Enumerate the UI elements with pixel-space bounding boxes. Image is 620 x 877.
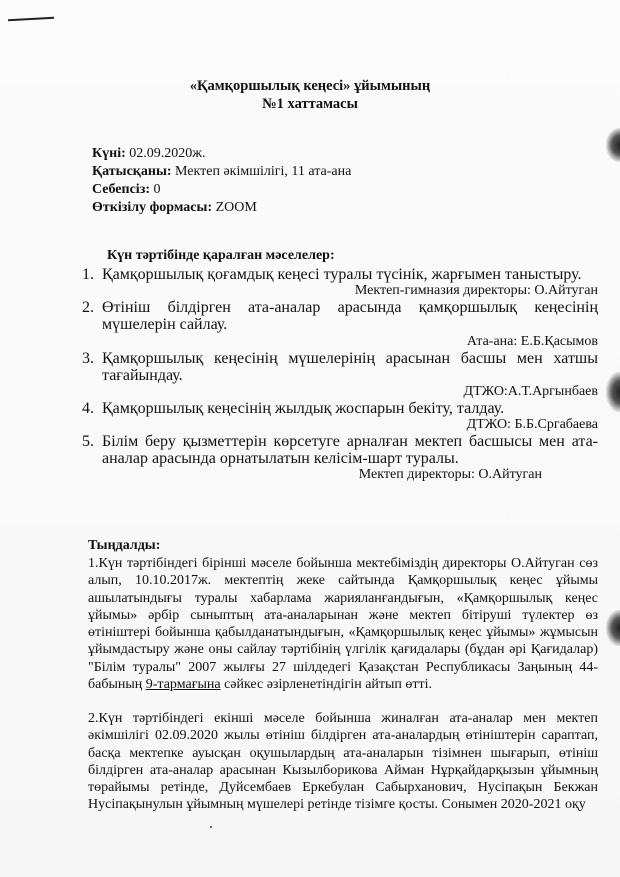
- meta-absent: [92, 182, 160, 198]
- scan-smudge: [606, 372, 620, 412]
- scan-artifact-line: [8, 17, 54, 21]
- meta-label: Себепсіз:: [92, 182, 150, 197]
- meta-format: [92, 200, 257, 216]
- agenda-text: Білім беру қызметтерін көрсетуге арналған мектеп басшысы мен ата-аналар арасында орнатылатын келісім-шарт туралы.: [102, 433, 598, 467]
- agenda-responsible: Мектеп-гимназия директоры: О.Айтуган: [354, 283, 598, 298]
- agenda-item: [82, 299, 598, 333]
- meta-value: Мектеп әкімшілігі, 11 ата-ана: [171, 164, 352, 179]
- agenda-responsible: Ата-ана: Е.Б.Қасымов: [466, 334, 598, 349]
- meta-attendees: [92, 164, 351, 180]
- meta-value: 0: [149, 182, 161, 197]
- meta-value: 02.09.2020ж.: [125, 146, 206, 161]
- agenda-item: [82, 433, 598, 467]
- agenda-number: 4.: [82, 400, 94, 417]
- meta-date: [92, 146, 205, 162]
- agenda-number: 1.: [82, 266, 94, 283]
- agenda-item: [82, 266, 598, 283]
- meta-label: Күні:: [92, 146, 126, 161]
- agenda-item: [82, 350, 598, 384]
- scan-smudge: [606, 610, 620, 646]
- document-number: №1 хаттамасы: [262, 96, 358, 112]
- agenda-number: 5.: [82, 433, 94, 450]
- meta-value: ZOOM: [212, 200, 257, 215]
- paragraph-1: [88, 555, 598, 693]
- agenda-number: 2.: [82, 299, 94, 316]
- agenda-responsible: Мектеп директоры: О.Айтуган: [358, 467, 542, 482]
- agenda-text: Қамқоршылық кеңесінің мүшелерінің арасынан басшы мен хатшы тағайындау.: [102, 350, 598, 384]
- paragraph-2: 2.Күн тәртібіндегі екінші мәселе бойынша жиналған ата-аналар мен мектеп әкімшілігі 02.09.2020 жылы өтініш білдірген ата-аналардың өтініштерін сараптап, басқа мектепке ауысқан оқушылардың ата-аналарын тізімнен шығарып, өтініш білдірген ата-аналар арасынан Кызылборикова Айман Нұрқайдарқызын ұйымның төрайымы ретінде, Дуйсембаев Еркебулан Сабырханович, Нусіпақын Бекжан Нусіпақынулын ұйымның мүшелері ретінде тізімге қосты. Сонымен 2020-2021 оқу: [88, 711, 598, 813]
- agenda-heading: Күн тәртібінде қаралған мәселелер:: [107, 248, 335, 263]
- scan-smudge: [606, 128, 620, 162]
- agenda-text: Қамқоршылық кеңесінің жылдық жоспарын бекіту, талдау.: [102, 400, 505, 417]
- agenda-item: [82, 400, 598, 417]
- meta-label: Қатысқаны:: [92, 164, 172, 179]
- agenda-text: Қамқоршылық қоғамдық кеңесі туралы түсінік, жарғымен таныстыру.: [102, 266, 582, 283]
- paragraph-1-text: 1.Күн тәртібіндегі бірінші мәселе бойынша мектебіміздің директоры О.Айтуган сөз алып, 10.10.2017ж. мектептің жеке сайтында Қамқоршылық кеңес ұйымы ашылатындығы туралы хабарлама жарияланғандығын, «Қамқоршылық кеңес ұйымы» әрбір сыныптың ата-аналарынан және мектеп бітіруші түлектер өз өтініштері бойынша қабылданатындығын, «Қамқоршылық кеңес ұйымы» жұмысын ұйымдастыру және оны сайлау тәртібінің үлгілік қағидалары (бұдан әрі Қағидалар) "Білім туралы" 2007 жылғы 27 шілдедегі Қазақстан Республикасы Заңының 44-бабының: [88, 556, 598, 693]
- agenda-responsible: ДТЖО:А.Т.Аргынбаев: [463, 384, 598, 399]
- paragraph-1-ending: сәйкес әзірленетіндігін айтып өтті.: [220, 677, 433, 693]
- scan-dot: [210, 826, 212, 828]
- law-article-reference: 9-тармағына: [145, 677, 221, 693]
- agenda-number: 3.: [82, 350, 94, 367]
- heard-heading: Тыңдалды:: [88, 538, 161, 553]
- meta-label: Өткізілу формасы:: [92, 200, 213, 215]
- agenda-text: Өтініш білдірген ата-аналар арасында қамқоршылық кеңесінің мүшелерін сайлау.: [102, 299, 598, 333]
- agenda-responsible: ДТЖО: Б.Б.Сргабаева: [466, 417, 598, 432]
- document-title: «Қамқоршылық кеңесі» ұйымының: [189, 78, 431, 94]
